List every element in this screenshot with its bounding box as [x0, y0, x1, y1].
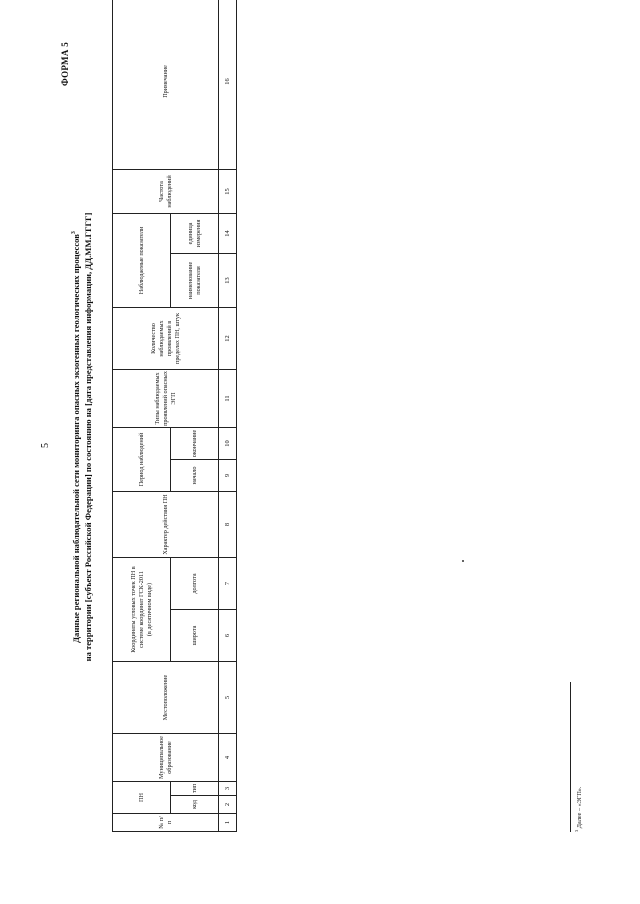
title-footnote-ref: 3: [71, 231, 77, 235]
footnote: [574, 787, 583, 832]
header-frequency: Частота наблюдений: [113, 169, 219, 213]
header-nature: Характер действия ПН: [113, 492, 219, 558]
document-title: [68, 42, 94, 832]
form-label: ФОРМА 5: [60, 42, 70, 87]
observation-network-table: [112, 0, 237, 832]
header-period-end: окончание: [171, 427, 219, 459]
column-number: 8: [219, 492, 237, 558]
column-number: 2: [219, 796, 237, 814]
title-line-2: на территории [субъект Российской Федерации] по состоянию на [дата представления информации, ДД.ММ.ГГГГ]: [82, 212, 93, 662]
page-number: 5: [40, 443, 51, 448]
header-pn: ПН: [113, 782, 171, 814]
stray-mark: [462, 560, 464, 562]
column-number: 4: [219, 734, 237, 782]
header-period: Период наблюдений: [113, 427, 171, 491]
column-numbers-row: [219, 0, 237, 832]
header-npp: № п/п: [113, 814, 219, 832]
header-longitude: долгота: [171, 558, 219, 610]
column-number: 12: [219, 307, 237, 369]
header-location: Местоположение: [113, 662, 219, 734]
column-number: 13: [219, 253, 237, 307]
header-period-start: начало: [171, 460, 219, 492]
header-coordinates: [113, 558, 171, 662]
column-number: 1: [219, 814, 237, 832]
column-number: 7: [219, 558, 237, 610]
column-number: 15: [219, 169, 237, 213]
column-number: 10: [219, 427, 237, 459]
header-note: Примечание: [113, 0, 219, 169]
column-number: 16: [219, 0, 237, 169]
footnote-text: Далее – «ЭГП».: [576, 786, 584, 829]
column-number: 14: [219, 213, 237, 253]
column-number: 5: [219, 662, 237, 734]
header-municipal: Муниципальное образование: [113, 734, 219, 782]
header-pn-tip: тип: [171, 782, 219, 796]
title-line-1-text: Данные региональной наблюдательной сети мониторинга опасных экзогенных геологических процессов: [70, 234, 81, 643]
header-coordinates-note: (в десятичном виде): [145, 582, 153, 637]
footnote-divider: [570, 682, 571, 832]
header-indicator-name: наименование показателя: [171, 253, 219, 307]
rotated-page-content: [60, 42, 620, 832]
header-types: Типы наблюдаемых проявлений опасных ЭГП: [113, 369, 219, 427]
header-indicators: Наблюдаемые показатели: [113, 213, 171, 307]
footnote-marker: 3: [574, 829, 579, 832]
column-number: 3: [219, 782, 237, 796]
header-pn-kod: код: [171, 796, 219, 814]
column-number: 11: [219, 369, 237, 427]
header-indicator-unit: единица измерения: [171, 213, 219, 253]
column-number: 6: [219, 610, 237, 662]
column-number: 9: [219, 460, 237, 492]
header-latitude: широта: [171, 610, 219, 662]
header-count: Количество наблюдаемых проявлений в пределах ПН, штук: [113, 307, 219, 369]
title-line-1: [68, 42, 82, 832]
header-coordinates-label: Координаты угловых точек ПН в системе координат ГСК-2011: [129, 566, 145, 653]
